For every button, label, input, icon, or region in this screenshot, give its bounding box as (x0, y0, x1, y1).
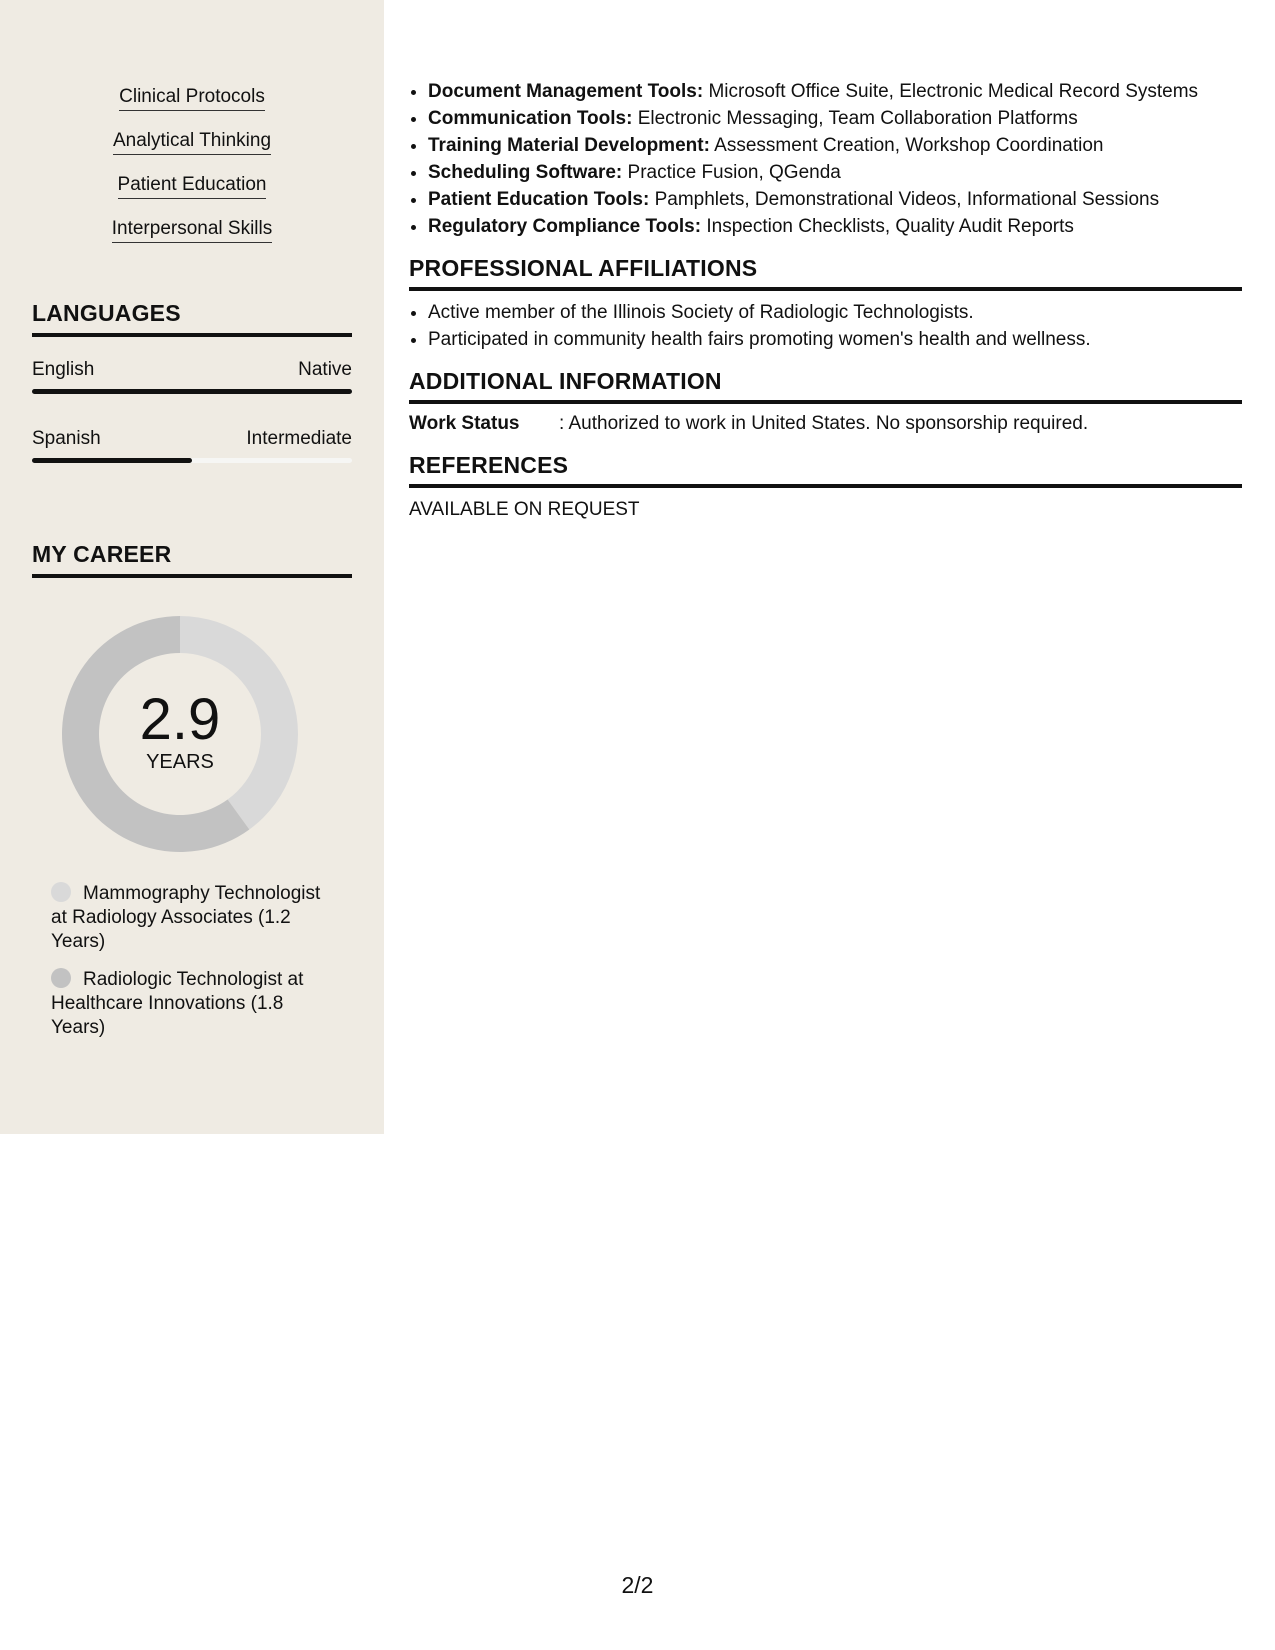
career-item-text: Radiologic Technologist at Healthcare Innovations (1.8 Years) (51, 969, 304, 1038)
tool-value: Electronic Messaging, Team Collaboration Platforms (637, 108, 1078, 129)
skill-tag: Analytical Thinking (113, 130, 271, 155)
tool-value: Microsoft Office Suite, Electronic Medical Record Systems (708, 81, 1199, 102)
tool-value: Assessment Creation, Workshop Coordination (714, 135, 1104, 156)
language-bar-spanish (32, 458, 352, 463)
tool-label: Training Material Development: (428, 135, 710, 156)
tool-value: Pamphlets, Demonstrational Videos, Informational Sessions (654, 189, 1160, 210)
tool-label: Communication Tools: (428, 108, 633, 129)
career-legend-item (51, 968, 341, 1040)
main-content (409, 78, 1242, 522)
career-legend (51, 882, 341, 1054)
additional-info-heading: ADDITIONAL INFORMATION (409, 368, 1242, 404)
language-row-spanish (32, 428, 352, 450)
language-bar-fill (32, 458, 192, 463)
tool-item (428, 159, 1242, 186)
skill-tag: Clinical Protocols (119, 86, 265, 111)
tool-item (428, 105, 1242, 132)
tool-value: Practice Fusion, QGenda (627, 162, 841, 183)
donut-center (62, 616, 298, 852)
tool-item (428, 186, 1242, 213)
language-bar-english (32, 389, 352, 394)
sidebar (0, 0, 384, 1134)
tool-value: Inspection Checklists, Quality Audit Reports (706, 216, 1074, 237)
legend-dot-icon (51, 882, 71, 902)
skill-tag: Interpersonal Skills (112, 218, 273, 243)
language-level: Intermediate (246, 428, 352, 449)
tool-label: Patient Education Tools: (428, 189, 650, 210)
work-status-label: Work Status (409, 413, 520, 434)
language-name: Spanish (32, 428, 101, 449)
languages-heading: LANGUAGES (32, 300, 352, 337)
affiliation-item: • Active member of the Illinois Society of Radiologic Technologists. (428, 299, 1242, 326)
tool-item (428, 213, 1242, 240)
tool-item (428, 78, 1242, 105)
work-status-value: : Authorized to work in United States. No sponsorship required. (559, 413, 1089, 434)
work-status-row (409, 412, 1242, 436)
skill-tag: Patient Education (118, 174, 267, 199)
affiliations-heading: PROFESSIONAL AFFILIATIONS (409, 255, 1242, 291)
tool-item (428, 132, 1242, 159)
references-text: AVAILABLE ON REQUEST (409, 499, 640, 520)
references-heading: REFERENCES (409, 452, 1242, 488)
legend-dot-icon (51, 968, 71, 988)
language-row-english (32, 359, 352, 381)
language-level: Native (298, 359, 352, 380)
page-number: 2/2 (621, 1572, 654, 1598)
career-total-value: 2.9 (139, 687, 221, 752)
skills-list (0, 86, 384, 262)
career-item-text: Mammography Technologist at Radiology Associates (1.2 Years) (51, 883, 321, 952)
affiliations-list (409, 299, 1242, 353)
tool-label: Regulatory Compliance Tools: (428, 216, 702, 237)
career-total-unit: YEARS (146, 751, 214, 773)
language-name: English (32, 359, 95, 380)
tools-list (409, 78, 1242, 240)
career-heading: MY CAREER (32, 541, 352, 578)
career-donut-chart (62, 616, 298, 852)
tool-label: Document Management Tools: (428, 81, 704, 102)
tool-label: Scheduling Software: (428, 162, 623, 183)
affiliation-item: • Participated in community health fairs promoting women's health and wellness. (428, 326, 1242, 353)
language-bar-fill (32, 389, 352, 394)
career-legend-item (51, 882, 341, 954)
